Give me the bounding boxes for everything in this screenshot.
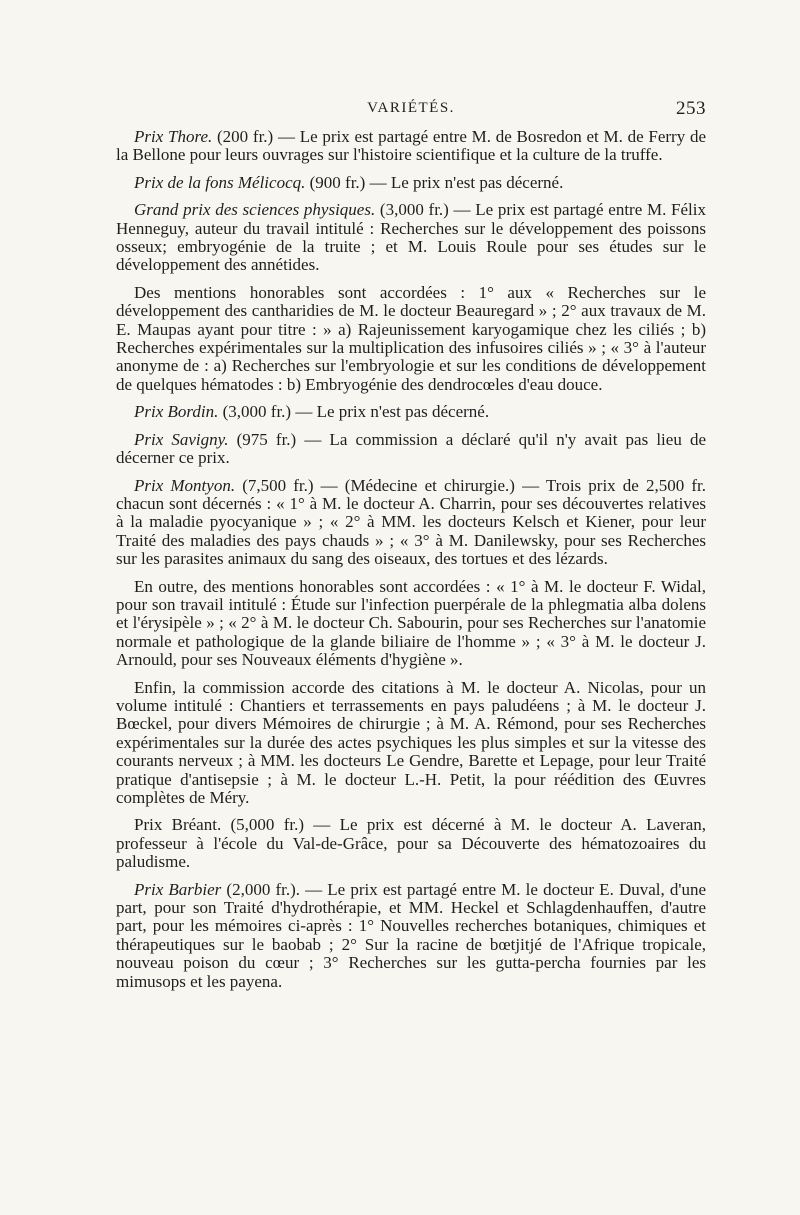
- paragraph-prix-montyon: [116, 477, 706, 569]
- prize-title: Prix Montyon.: [134, 475, 236, 495]
- body-text: [116, 128, 706, 991]
- paragraph-text: (975 fr.) — La commission a déclaré qu'il n'y avait pas lieu de décerner ce prix.: [116, 429, 706, 468]
- prize-title: Prix Barbier: [134, 879, 222, 899]
- paragraph-text: Enfin, la commission accorde des citations à M. le docteur A. Nicolas, pour un volume intitulé : Chantiers et terrassements en pays paludéens ; à M. le docteur J. Bœckel, pour divers Mémoires de chirurgie ; à M. A. Rémond, pour ses Recherches expérimentales sur la durée des actes psychiques les plus simples et sur la vitesse des courants nerveux ; à MM. les docteurs Le Gendre, Barette et Lepage, pour leur Traité pratique d'antisepsie ; à M. le docteur L.-H. Petit, la pour réédition des Œuvres complètes de Méry.: [116, 677, 706, 807]
- paragraph-grand-prix: [116, 201, 706, 275]
- paragraph-prix-bordin: [116, 403, 706, 421]
- paragraph-text: (200 fr.) — Le prix est partagé entre M. de Bosredon et M. de Ferry de la Bellone pour leurs ouvrages sur l'histoire scientifique et la culture de la truffe.: [116, 127, 706, 165]
- paragraph-text: (7,500 fr.) — (Médecine et chirurgie.) — Trois prix de 2,500 fr. chacun sont décernés : « 1° à M. le docteur A. Charrin, pour ses découvertes relatives à la maladie pyocyanique » ; « 2° à MM. les docteurs Kelsch et Kiener, pour leur Traité des maladies des pays chauds » ; « 3° à M. Danilewsky, pour ses Recherches sur les parasites animaux du sang des oiseaux, des tortues et des lézards.: [116, 475, 706, 569]
- paragraph-text: Prix Bréant. (5,000 fr.) — Le prix est décerné à M. le docteur A. Laveran, professeur à l'école du Val-de-Grâce, pour sa Découverte des hématozoaires du paludisme.: [116, 815, 706, 872]
- prize-title: Prix Thore.: [134, 127, 213, 146]
- paragraph-text: (900 fr.) — Le prix n'est pas décerné.: [305, 172, 564, 192]
- paragraph-text: En outre, des mentions honorables sont accordées : « 1° à M. le docteur F. Widal, pour son travail intitulé : Étude sur l'infection puerpérale de la phlegmatia alba dolens et l'érysipèle » ; « 2° à M. le docteur Ch. Sabourin, pour ses Recherches sur l'anatomie normale et pathologique de la glande biliaire de l'homme » ; « 3° à M. le docteur J. Arnould, pour ses Nouveaux éléments d'hygiène ».: [116, 576, 706, 670]
- running-title: VARIÉTÉS.: [367, 100, 455, 116]
- prize-title: Grand prix des sciences physiques.: [134, 200, 376, 220]
- paragraph-text: (2,000 fr.). — Le prix est partagé entre M. le docteur E. Duval, d'une part, pour son Traité d'hydrothérapie, et MM. Heckel et Schlagdenhauffen, d'autre part, pour les mémoires ci-après : 1° Nouvelles recherches botaniques, chimiques et thérapeutiques sur le baobab ; 2° Sur la racine de bœtjitjé de l'Afrique tropicale, nouveau poison du cœur ; 3° Recherches sur les gutta-percha fournies par les mimusops et les payena.: [116, 879, 706, 991]
- page-number: 253: [676, 98, 706, 119]
- paragraph-prix-thore: [116, 128, 706, 165]
- page-header: [116, 100, 706, 128]
- prize-title: Prix Bordin.: [134, 402, 219, 422]
- paragraph-prix-breant: [116, 816, 706, 871]
- paragraph-citations: [116, 679, 706, 808]
- paragraph-mentions-montyon: [116, 578, 706, 670]
- paragraph-text: (3,000 fr.) — Le prix est partagé entre M. Félix Henneguy, auteur du travail intitulé : Recherches sur le développement des poissons osseux; embryogénie de la truite ; et M. Louis Roule pour ses études sur le développement des annétides.: [116, 200, 706, 275]
- paragraph-prix-fons-melicocq: [116, 174, 706, 192]
- paragraph-mentions-honorables: [116, 284, 706, 394]
- prize-title: Prix de la fons Mélicocq.: [134, 172, 306, 192]
- paragraph-text: (3,000 fr.) — Le prix n'est pas décerné.: [218, 402, 490, 422]
- paragraph-text: Des mentions honorables sont accordées : 1° aux « Recherches sur le développement des cantharidies de M. le docteur Beauregard » ; 2° aux travaux de M. E. Maupas ayant pour titre : » a) Rajeunissement karyogamique chez les ciliés ; b) Recherches expérimentales sur la multiplication des infusoires ciliés » ; « 3° à l'auteur anonyme de : a) Recherches sur l'embryologie et sur les conditions de développement de quelques hématodes : b) Embryogénie des dendrocœles d'eau douce.: [116, 282, 706, 394]
- prize-title: Prix Savigny.: [134, 429, 229, 449]
- paragraph-prix-savigny: [116, 431, 706, 468]
- paragraph-prix-barbier: [116, 881, 706, 991]
